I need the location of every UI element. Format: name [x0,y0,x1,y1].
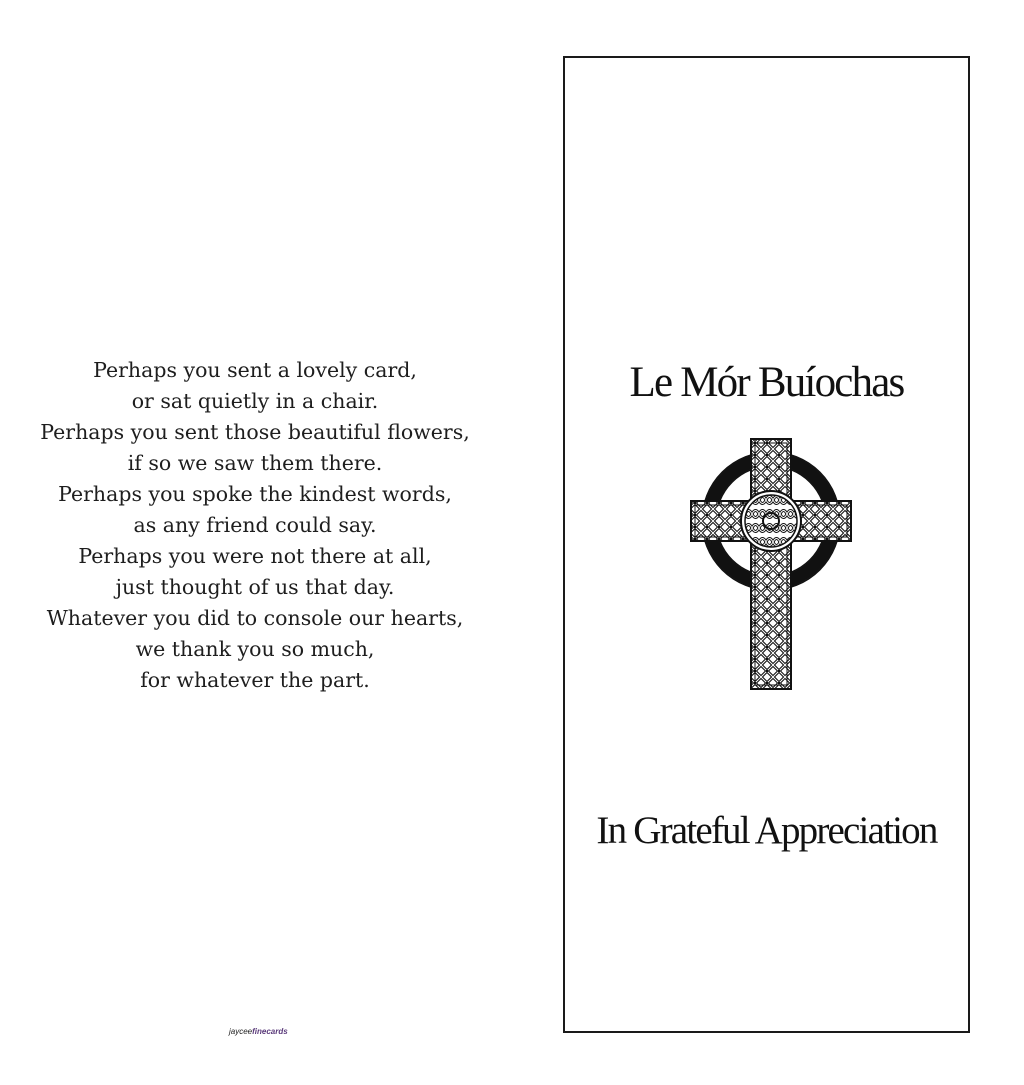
poem-line: Perhaps you were not there at all, [78,544,432,568]
poem-line: for whatever the part. [140,668,370,692]
poem-line: Perhaps you spoke the kindest words, [58,482,452,506]
brand-name-part1: jaycee [229,1027,253,1036]
poem-line: Whatever you did to console our hearts, [46,606,464,630]
poem-line: Perhaps you sent a lovely card, [93,358,417,382]
cover-subtitle: In Grateful Appreciation [596,809,937,852]
poem-line: as any friend could say. [133,513,377,537]
cover-title: Le Mór Buíochas [629,359,904,406]
poem-line: Perhaps you sent those beautiful flowers, [40,420,470,444]
brand-name-part2: finecards [252,1027,288,1036]
poem-line: just thought of us that day. [115,575,395,599]
poem-line: if so we saw them there. [127,451,383,475]
poem-verse [40,355,470,696]
poem-line: or sat quietly in a chair. [131,389,379,413]
brand-mark [229,1027,288,1036]
poem-line: we thank you so much, [135,637,375,661]
celtic-cross-icon [689,437,853,691]
